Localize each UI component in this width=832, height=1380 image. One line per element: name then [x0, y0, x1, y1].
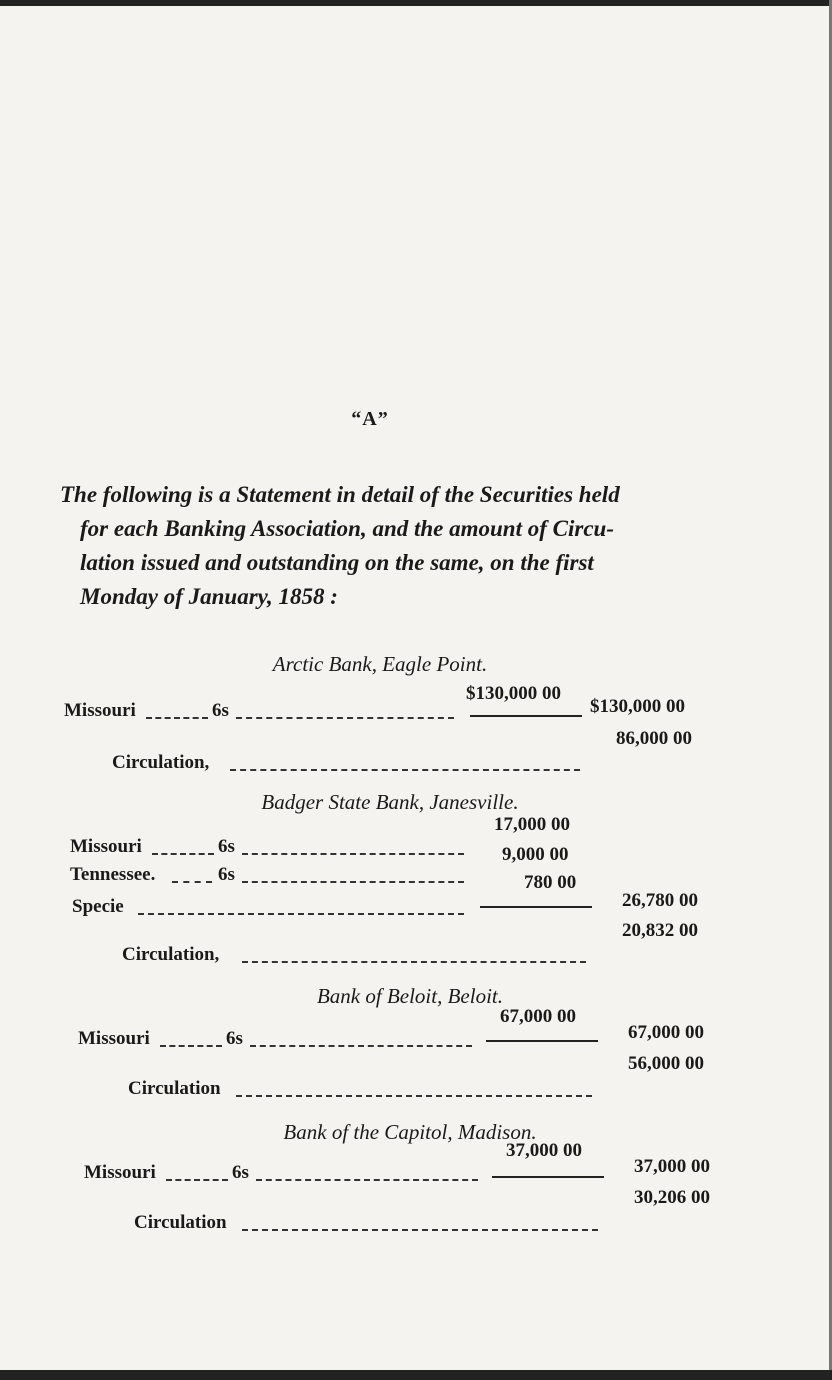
intro-paragraph	[60, 478, 710, 614]
section-heading: “A”	[351, 408, 389, 430]
circulation-label: Circulation	[128, 1078, 221, 1099]
security-amount: 67,000 00	[500, 1006, 576, 1027]
bank-total: 26,780 00	[622, 890, 698, 911]
security-amount: 37,000 00	[506, 1140, 582, 1161]
security-rate: 6s	[218, 836, 235, 857]
leader-dots	[172, 881, 212, 883]
circulation-label: Circulation	[134, 1212, 227, 1233]
security-rate: 6s	[226, 1028, 243, 1049]
security-amount: 780 00	[524, 872, 577, 893]
security-label: Missouri	[64, 700, 136, 721]
intro-line: lation issued and outstanding on the same, on the first	[80, 550, 594, 575]
security-label: Tennessee.	[70, 864, 156, 885]
security-label: Missouri	[78, 1028, 150, 1049]
circulation-amount: 56,000 00	[628, 1053, 704, 1074]
security-label: Missouri	[70, 836, 142, 857]
circulation-amount: 20,832 00	[622, 920, 698, 941]
leader-dots	[242, 1229, 598, 1231]
intro-line: Monday of January, 1858 :	[80, 584, 338, 609]
bank-title: Badger State Bank, Janesville.	[261, 790, 519, 814]
leader-dots	[230, 769, 580, 771]
leader-dots	[166, 1179, 228, 1181]
leader-dots	[242, 961, 586, 963]
leader-dots	[146, 717, 208, 719]
bank-total: 67,000 00	[628, 1022, 704, 1043]
sum-rule	[486, 1040, 598, 1042]
bank-title: Bank of the Capitol, Madison.	[283, 1120, 537, 1144]
leader-dots	[256, 1179, 478, 1181]
intro-line: for each Banking Association, and the amount of Circu-	[80, 516, 614, 541]
security-rate: 6s	[232, 1162, 249, 1183]
bank-title: Bank of Beloit, Beloit.	[316, 984, 504, 1008]
leader-dots	[138, 913, 464, 915]
bank-total: $130,000 00	[590, 696, 685, 717]
leader-dots	[250, 1045, 472, 1047]
security-rate: 6s	[212, 700, 229, 721]
circulation-label: Circulation,	[112, 752, 210, 773]
security-label: Missouri	[84, 1162, 156, 1183]
intro-line: The following is a Statement in detail of the Securities held	[60, 482, 620, 507]
circulation-label: Circulation,	[122, 944, 220, 965]
security-amount: 9,000 00	[502, 844, 569, 865]
circulation-amount: 86,000 00	[616, 728, 692, 749]
leader-dots	[160, 1045, 222, 1047]
leader-dots	[236, 717, 454, 719]
sum-rule	[492, 1176, 604, 1178]
security-label: Specie	[72, 896, 124, 917]
sum-rule	[480, 906, 592, 908]
leader-dots	[236, 1095, 592, 1097]
bank-total: 37,000 00	[634, 1156, 710, 1177]
leader-dots	[242, 853, 464, 855]
leader-dots	[152, 853, 214, 855]
sum-rule	[470, 715, 582, 717]
security-amount: 17,000 00	[494, 814, 570, 835]
leader-dots	[242, 881, 464, 883]
security-rate: 6s	[218, 864, 235, 885]
bottom-edge	[0, 1370, 832, 1380]
top-edge	[0, 0, 832, 6]
circulation-amount: 30,206 00	[634, 1187, 710, 1208]
bank-title: Arctic Bank, Eagle Point.	[272, 652, 488, 676]
security-amount: $130,000 00	[466, 683, 561, 704]
